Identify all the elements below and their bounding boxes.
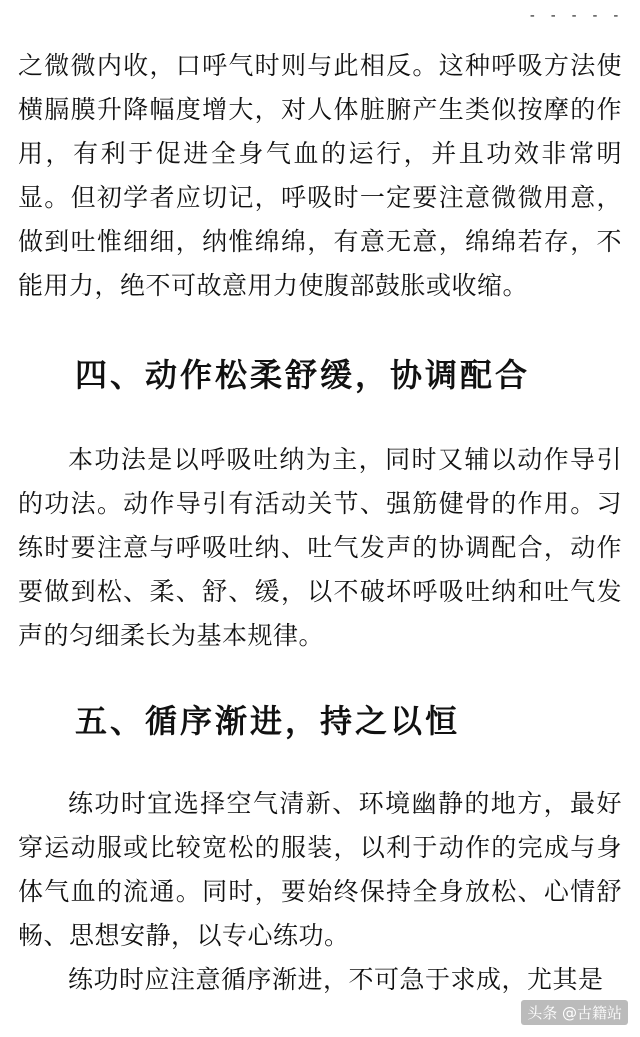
paragraph-movement-coordination: 本功法是以呼吸吐纳为主，同时又辅以动作导引的功法。动作导引有活动关节、强筋健骨的作用。习练时要注意与呼吸吐纳、吐气发声的协调配合，动作要做到松、柔、舒、缓，以不破坏呼吸吐纳和吐气发声的匀细柔长为基本规律。 <box>18 445 622 650</box>
header-dashes: - - - - - <box>528 8 622 24</box>
paragraph-breathing-method: 之微微内收，口呼气时则与此相反。这种呼吸方法使横膈膜升降幅度增大，对人体脏腑产生类似按摩的作用，有利于促进全身气血的运行，并且功效非常明显。但初学者应切记，呼吸时一定要注意微微用意，做到吐惟细细，纳惟绵绵，有意无意，绵绵若存，不能用力，绝不可故意用力使腹部鼓胀或收缩。 <box>18 51 622 300</box>
section-heading-five: 五、循序渐进，持之以恒 <box>75 702 461 740</box>
source-watermark: 头条 @古籍站 <box>521 1000 628 1025</box>
paragraph-gradual-progress: 练功时应注意循序渐进，不可急于求成，尤其是 <box>68 965 604 994</box>
section-heading-four: 四、动作松柔舒缓，协调配合 <box>75 356 531 394</box>
paragraph-practice-environment: 练功时宜选择空气清新、环境幽静的地方，最好穿运动服或比较宽松的服装，以利于动作的完成与身体气血的流通。同时，要始终保持全身放松、心情舒畅、思想安静，以专心练功。 <box>18 789 622 950</box>
